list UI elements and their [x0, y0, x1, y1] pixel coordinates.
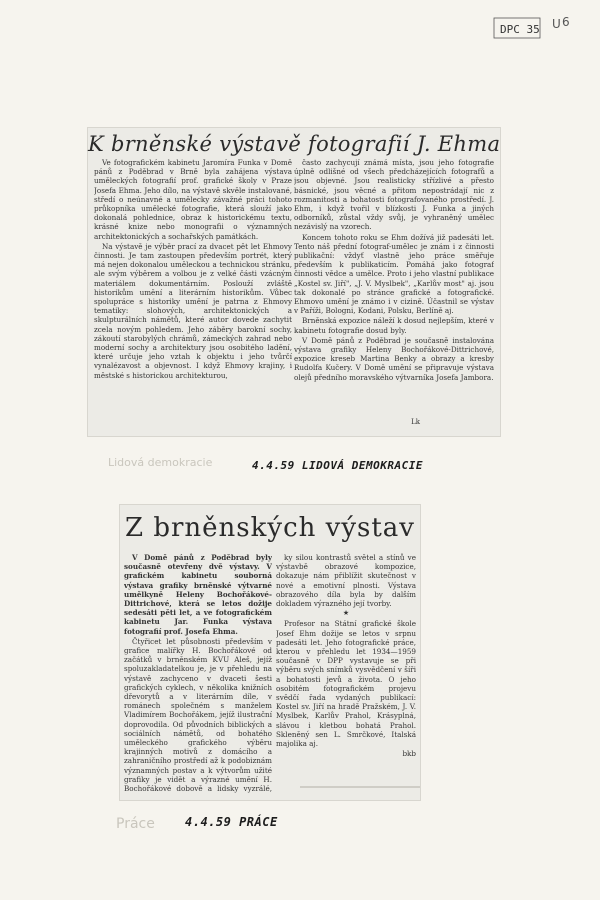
article-paragraph: Brněnská expozice náleží k dosud nejlepším, které v kabinetu fotografie dosud byly. [294, 316, 494, 335]
svg-text:6: 6 [562, 15, 570, 29]
article-signature: Lk [411, 418, 420, 426]
archive-mark-label: DPC 35 [500, 23, 540, 36]
handwritten-source-note: 4.4.59 LIDOVÁ DEMOKRACIE [252, 459, 423, 472]
clipping-edge [300, 786, 420, 788]
article-paragraph: V Domě pánů z Poděbrad je současně instalována výstava grafiky Heleny Bochořákové-Dittrichové, expozice kreseb Martina Benky a obrazy a kresby Rudolfa Kučery. V Domě umění se připravuje výstava olejů předního moravského výtvarníka Josefa Jambora. [294, 335, 494, 382]
archive-mark [492, 12, 572, 42]
newspaper-clipping-ehm [88, 128, 500, 436]
article-paragraph: Profesor na Státní grafické škole Josef Ehm dožije se letos v srpnu padesáti let. Jeho fotografické práce, kterou v přehledu let 1934—1959 současně v DPP vystavuje se při výběru svých snímků vysvědčení v šíři a bohatosti jevů a života. O jeho osobitém fotografickém projevu svědčí řada vydaných publikací: Kostel sv. Jiří na hradě Pražském, J. V. Myslbek, Karlův Prahol, Krásyplná, slávou i kletbou bohatá Prahol. Skleněný sen L. Smrčkové, Italská majolika aj. [276, 619, 416, 749]
newspaper-source-stamp: Lidová demokracie [108, 456, 213, 469]
handwritten-source-note: 4.4.59 PRÁCE [185, 815, 278, 829]
article-paragraph: Koncem tohoto roku se Ehm dožívá již padesáti let. Tento náš přední fotograf-umělec je znám i z činnosti publikační: vždyť vlastně jeho práce směřuje především k publikaticím. Pomáhá jako fotograf činnosti vědce a umělce. Proto i jeho vlastní publikace „Kostel sv. Jiří", „J. V. Myslbek", „Karlův most" aj. jsou tak dokonalé po stránce grafické a fotografické. Ehmovo umění je známo i v cizině. Účastnil se výstav v Paříži, Bologni, Kodani, Polsku, Berlíně aj. [294, 232, 494, 316]
svg-text:U: U [552, 17, 561, 31]
article-paragraph: Čtyřicet let působnosti především v grafice malířky H. Bochořákové od začátků v brněnském KVU Aleš, jejíž spoluzakladatelkou je, je v přehledu na výstavě zachyceno v dvaceti šesti grafických cyklech, v několika knižních dřevorytů a v literárním díle, v románech společném s manželem Vladimírem Bochořákem, jejíž ilustrační doprovodila. Od původních biblických a sociálních námětů, od bohatého uměleckého grafického výběru krajinných motivů z domácího a zahraničního prostředí až k podobiznám významných postav a k výtvorům užité grafiky je vidět a výrazné umění H. Bochořákové dobově a lidsky vyzrálé, [124, 636, 272, 793]
section-separator: ★ [342, 609, 350, 618]
article-lead-paragraph: V Domě pánů z Poděbrad byly současně otevřeny dvě výstavy. V grafickém kabinetu souborná výstava grafiky brněnské výtvarné umělkyně Heleny Bochořákové-Dittrichové, která se letos dožije sedesáti pěti let, a ve fotografickém kabinetu Jar. Funka výstava fotografií prof. Josefa Ehma. [124, 553, 272, 636]
article-paragraph: Na výstavě je výběr prací za dvacet pět let Ehmovy činnosti. Je tam zastoupen především portrét, který má nejen dokonalou uměleckou a technickou stránku, ale svým výběrem a volbou je z velké části vzácným materiálem dokumentárním. Poslouží zvláště historikům umění a literárním historikům. Vůbec spolupráce s historiky umění je patrna z Ehmovy tematiky: slohových, architektonických a skulpturálních námětů, které autor dovede zachytit zcela novým pohledem. Jeho záběry barokní sochy, zákoutí starobylých chrámů, zámeckých zahrad nebo moderní sochy a architektury jsou osobitého ladění, které určuje jeho vztah k objektu i jeho tvůrčí vynalézavost a objevnost. I když Ehmovy krajiny, i městské s historickou architekturou, [94, 241, 292, 380]
article-column-left [94, 158, 292, 432]
article-paragraph: ky silou kontrastů světel a stínů ve výstavbě obrazové kompozice, dokazuje nám přiblížit skutečnost v nové a emotivní plnosti. Výstava obrazového díla byla by dalším dokladem výrazného její tvorby. [276, 553, 416, 609]
article-paragraph: Ve fotografickém kabinetu Jaromíra Funka v Domě pánů z Poděbrad v Brně byla zahájena výstava uměleckých fotografií prof. grafické školy v Praze Josefa Ehma. Jeho dílo, na výstavě skvěle instalované, středí o neúnavné a umělecky závažné práci tohoto průkopníka umělecké fotografie, která slouží jako dokonalá pohlednice, obraz k historickému textu, krásné knize nebo monografii o významných architektonických a sochařských památkách. [94, 158, 292, 241]
article-column-left [124, 553, 272, 793]
newspaper-source-stamp: Práce [116, 816, 155, 832]
article-paragraph: často zachycují známá místa, jsou jeho fotografie úplně odlišné od všech předcházejících fotografů a jsou objevné. Jsou realisticky střízlivé a přesto básnické, jsou věcné a přitom nepostrádají nic z rozmanitosti a bohatosti fotografovaného prostředí. J. Ehm, i když tvořil v blízkosti J. Funka a jiných odborníků, zůstal vždy svůj, je vyhraněný umělec nezávislý na vzorech. [294, 158, 494, 232]
newspaper-clipping-exhibitions [120, 505, 420, 800]
article-title: Z brněnských výstav [125, 513, 415, 543]
article-signature: bkb [402, 749, 416, 759]
article-title: K brněnské výstavě fotografií J. Ehma [88, 132, 501, 156]
article-column-right [276, 553, 416, 789]
article-column-right [294, 158, 494, 426]
